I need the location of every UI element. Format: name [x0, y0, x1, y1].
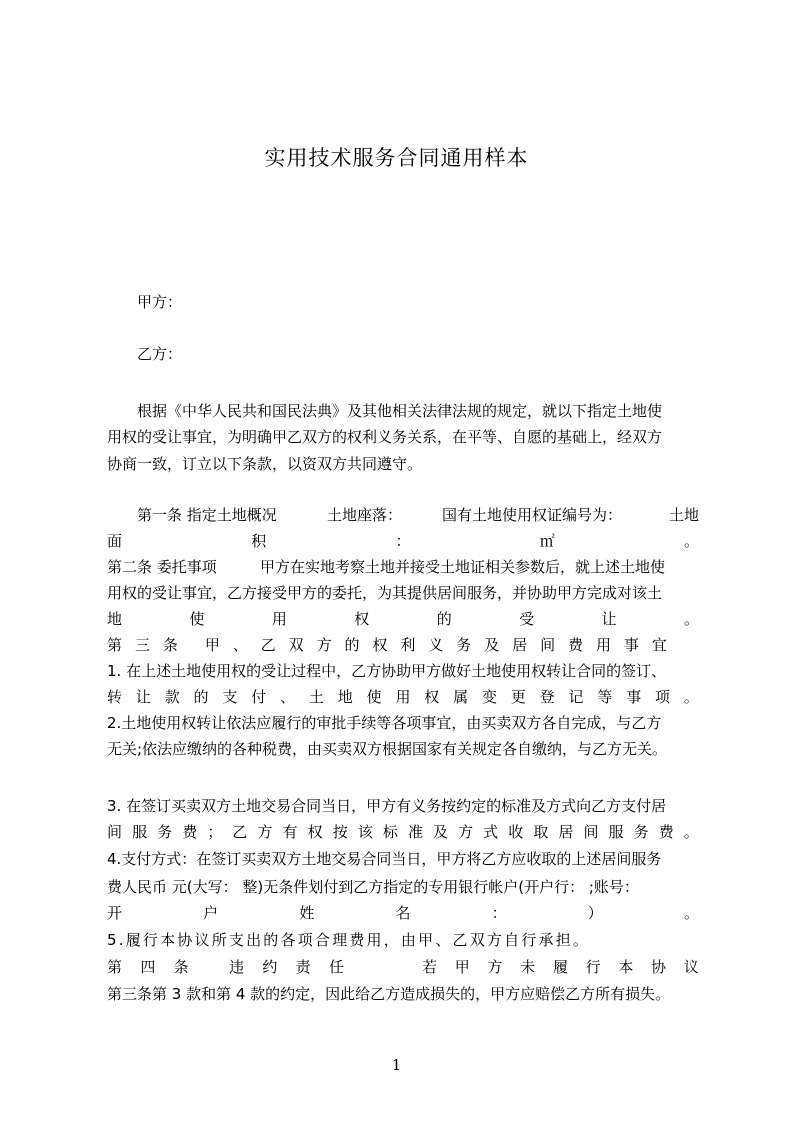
heading-char: 约: [262, 958, 278, 976]
heading-char: 间: [540, 636, 556, 654]
heading-char: 甲: [204, 636, 220, 654]
text-char: ；: [207, 823, 223, 841]
text-char: 方: [487, 958, 503, 976]
text-char: 让: [135, 688, 151, 706]
text-char: 有: [282, 823, 298, 841]
article-2-line-1: [107, 557, 699, 577]
land-location-label: 土地座落：: [327, 506, 403, 524]
heading-char: 利: [400, 636, 416, 654]
text-char: 权: [424, 688, 440, 706]
heading-char: 居: [512, 636, 528, 654]
heading-char: 用: [595, 636, 611, 654]
text-char: 服: [608, 823, 624, 841]
heading-char: 宜: [651, 636, 667, 654]
heading-char: 权: [372, 636, 388, 654]
area-char: 。: [683, 532, 699, 550]
text-char: 间: [107, 823, 123, 841]
item-2-line-1: 2.土地使用权转让依法应履行的审批手续等各项事宜，由买卖双方各自完成，与乙方: [107, 714, 662, 732]
intro-line-3: 协商一致，订立以下条款，以资双方共同遵守。: [107, 455, 423, 473]
text-char: 本: [618, 958, 634, 976]
heading-char: 任: [328, 958, 344, 976]
text-char: 取: [533, 823, 549, 841]
article-3-heading: [107, 635, 667, 655]
text-char: 。: [683, 823, 699, 841]
text-char: 履: [552, 958, 568, 976]
text-char: 间: [583, 823, 599, 841]
text-char: ）: [587, 904, 603, 922]
text-char: 方: [458, 823, 474, 841]
area-unit: ㎡: [539, 532, 555, 550]
heading-char: 四: [140, 958, 156, 976]
text-char: 的: [193, 688, 209, 706]
text-char: 登: [539, 688, 555, 706]
text-char: 地: [107, 610, 123, 628]
text-char: 付: [251, 688, 267, 706]
text-char: 费: [182, 823, 198, 841]
text-char: 使: [366, 688, 382, 706]
text-char: 按: [332, 823, 348, 841]
article-2-text: 甲方在实地考察土地并接受土地证相关参数后，就上述土地使: [260, 558, 666, 576]
article-1-line: [137, 505, 699, 525]
item-5-line: 5.履行本协议所支出的各项合理费用，由甲、乙双方自行承担。: [107, 931, 591, 949]
text-char: 协: [651, 958, 667, 976]
text-char: 变: [481, 688, 497, 706]
page-number: 1: [391, 1056, 402, 1074]
text-char: 等: [597, 688, 613, 706]
text-char: 支: [222, 688, 238, 706]
intro-line-2: 用权的受让事宜，为明确甲乙双方的权利义务关系，在平等、自愿的基础上，经双方: [107, 428, 663, 446]
intro-line-1: 根据《中华人民共和国民法典》及其他相关法律法规的规定，就以下指定土地使: [137, 402, 663, 420]
article-1-heading: 第一条 指定土地概况: [137, 506, 277, 524]
item-1-line-1: 1. 在上述土地使用权的受让过程中，乙方协助甲方做好土地使用权转让合同的签订、: [107, 662, 667, 680]
text-char: 该: [357, 823, 373, 841]
heading-char: 第: [107, 958, 123, 976]
heading-char: 费: [568, 636, 584, 654]
text-char: 更: [510, 688, 526, 706]
item-3-line-1: 3. 在签订买卖双方土地交易合同当日，甲方有义务按约定的标准及方式向乙方支付居: [107, 797, 667, 815]
text-char: 名: [395, 904, 411, 922]
text-char: 标: [382, 823, 398, 841]
text-char: 属: [453, 688, 469, 706]
item-3-line-2: [107, 822, 699, 842]
heading-char: 义: [428, 636, 444, 654]
text-char: 事: [626, 688, 642, 706]
area-char: 面: [107, 532, 123, 550]
text-char: 居: [558, 823, 574, 841]
text-char: 权: [354, 610, 370, 628]
heading-char: 条: [162, 636, 178, 654]
text-char: 甲: [454, 958, 470, 976]
text-char: 、: [280, 688, 296, 706]
heading-char: 违: [228, 958, 244, 976]
text-char: 记: [568, 688, 584, 706]
text-char: 及: [433, 823, 449, 841]
text-char: 务: [157, 823, 173, 841]
land-area-label-a: 土地: [668, 506, 699, 524]
article-2-line-3: [107, 609, 699, 629]
text-char: 服: [132, 823, 148, 841]
text-char: 。: [683, 904, 699, 922]
heading-char: 、: [232, 636, 248, 654]
text-char: 务: [633, 823, 649, 841]
article-2-heading: 第二条 委托事项: [107, 558, 217, 576]
text-char: 用: [395, 688, 411, 706]
item-4-line-1: 4.支付方式：在签订买卖双方土地交易合同当日，甲方将乙方应收取的上述居间服务: [107, 850, 662, 868]
heading-char: 条: [173, 958, 189, 976]
text-char: 使: [189, 610, 205, 628]
area-char: 积: [251, 532, 267, 550]
text-char: 。: [683, 688, 699, 706]
text-char: 用: [271, 610, 287, 628]
article-4-text: [422, 957, 699, 977]
item-1-line-2: [107, 687, 699, 707]
text-char: 权: [307, 823, 323, 841]
text-char: ：: [491, 904, 507, 922]
text-char: 土: [308, 688, 324, 706]
text-char: 准: [407, 823, 423, 841]
text-char: 若: [422, 958, 438, 976]
heading-char: 第: [107, 636, 123, 654]
document-title: 实用技术服务合同通用样本: [264, 146, 529, 170]
text-char: 行: [585, 958, 601, 976]
text-char: 让: [601, 610, 617, 628]
heading-char: 的: [344, 636, 360, 654]
text-char: 。: [683, 610, 699, 628]
heading-char: 方: [316, 636, 332, 654]
area-line: [107, 531, 699, 551]
heading-char: 事: [623, 636, 639, 654]
text-char: 款: [164, 688, 180, 706]
article-4-heading: [107, 957, 344, 977]
heading-char: 三: [134, 636, 150, 654]
text-char: 式: [483, 823, 499, 841]
land-cert-label: 国有土地使用权证编号为：: [442, 506, 623, 524]
area-char: ：: [395, 532, 411, 550]
item-4-line-3: [107, 903, 699, 923]
text-char: 乙: [232, 823, 248, 841]
text-char: 未: [520, 958, 536, 976]
heading-char: 乙: [260, 636, 276, 654]
text-char: 姓: [299, 904, 315, 922]
text-char: 转: [107, 688, 123, 706]
text-char: 费: [658, 823, 674, 841]
text-char: 地: [337, 688, 353, 706]
article-2-line-2: 用权的受让事宜，乙方接受甲方的委托，为其提供居间服务，并协助甲方完成对该土: [107, 584, 663, 602]
heading-char: 务: [456, 636, 472, 654]
text-char: 的: [436, 610, 452, 628]
text-char: 受: [519, 610, 535, 628]
party-b-label: 乙方：: [137, 345, 183, 363]
text-char: 项: [655, 688, 671, 706]
heading-char: 及: [484, 636, 500, 654]
text-char: 议: [683, 958, 699, 976]
heading-char: 双: [288, 636, 304, 654]
article-4-line-2: 第三条第 3 款和第 4 款的约定，因此给乙方造成损失的，甲方应赔偿乙方所有损失。: [107, 985, 671, 1003]
article-4-line-1: [107, 957, 699, 977]
party-a-label: 甲方：: [137, 293, 183, 311]
item-4-line-2: 费人民币 元(大写： 整)无条件划付到乙方指定的专用银行帐户(开户行： ;账号：: [107, 878, 639, 896]
text-char: 户: [203, 904, 219, 922]
heading-char: 责: [295, 958, 311, 976]
text-char: 收: [508, 823, 524, 841]
text-char: 开: [107, 904, 123, 922]
item-2-line-2: 无关;依法应缴纳的各种税费，由买卖双方根据国家有关规定各自缴纳，与乙方无关。: [107, 740, 668, 758]
text-char: 方: [257, 823, 273, 841]
